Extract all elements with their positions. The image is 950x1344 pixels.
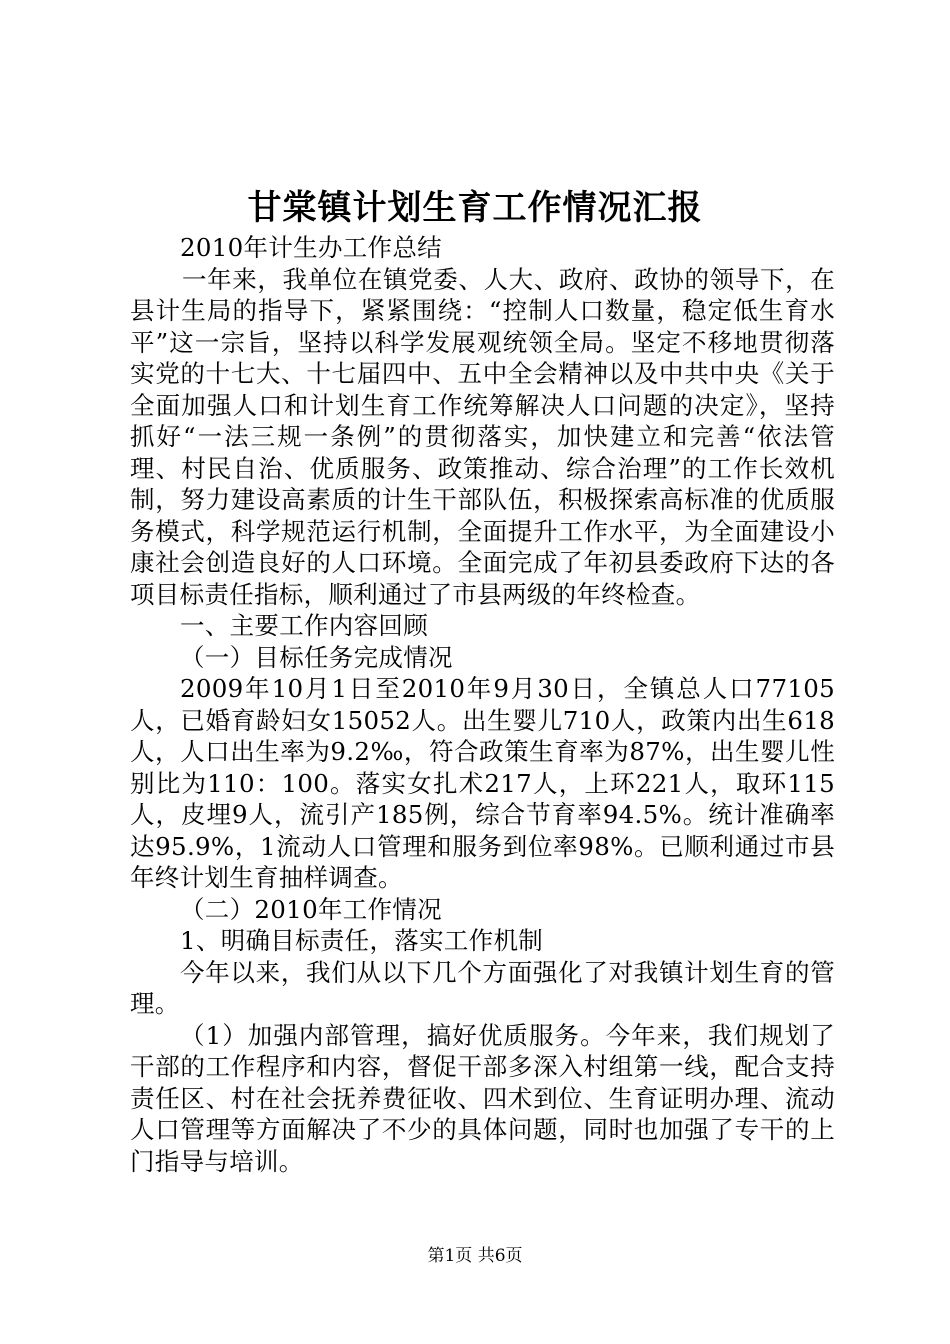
section-heading-main-review: 一、主要工作内容回顾 <box>180 611 428 640</box>
subsection-heading-2010-work: （二）2010年工作情况 <box>180 894 442 924</box>
page-footer: 第1页 共6页 <box>427 1246 523 1266</box>
subsection-heading-targets: （一）目标任务完成情况 <box>180 642 453 672</box>
paragraph-subtitle: 2010年计生办工作总结 <box>180 233 442 262</box>
item-heading-responsibility: 1、明确目标责任，落实工作机制 <box>180 926 544 955</box>
document-body <box>130 232 835 1177</box>
paragraph-management: 今年以来，我们从以下几个方面强化了对我镇计划生育的管理。 <box>130 957 835 1018</box>
document-title: 甘棠镇计划生育工作情况汇报 <box>247 188 703 228</box>
paragraph-statistics: 2009年10月1日至2010年9月30日，全镇总人口77105人，已婚育龄妇女15052人。出生婴儿710人，政策内出生618人，人口出生率为9.2‰，符合政策生育率为87%，出生婴儿性别比为110：100。落实女扎术217人，上环221人，取环115人，皮埋9人，流引产185例，综合节育率94.5%。统计准确率达95.9%，1流动人口管理和服务到位率98%。已顺利通过市县年终计划生育抽样调查。 <box>130 674 835 892</box>
paragraph-intro: 一年来，我单位在镇党委、人大、政府、政协的领导下，在县计生局的指导下，紧紧围绕：“控制人口数量，稳定低生育水平”这一宗旨，坚持以科学发展观统领全局。坚定不移地贯彻落实党的十七大、十七届四中、五中全会精神以及中共中央《关于全面加强人口和计划生育工作统筹解决人口问题的决定》，坚持抓好“一法三规一条例”的贯彻落实，加快建立和完善“依法管理、村民自治、优质服务、政策推动、综合治理”的工作长效机制，努力建设高素质的计生干部队伍，积极探索高标准的优质服务模式，科学规范运行机制，全面提升工作水平，为全面建设小康社会创造良好的人口环境。全面完成了年初县委政府下达的各项目标责任指标，顺利通过了市县两级的年终检查。 <box>130 264 836 609</box>
paragraph-internal-management: （1）加强内部管理，搞好优质服务。今年来，我们规划了干部的工作程序和内容，督促干部多深入村组第一线，配合支持责任区、村在社会抚养费征收、四术到位、生育证明办理、流动人口管理等方面解决了不少的具体问题，同时也加强了专干的上门指导与培训。 <box>130 1020 835 1176</box>
